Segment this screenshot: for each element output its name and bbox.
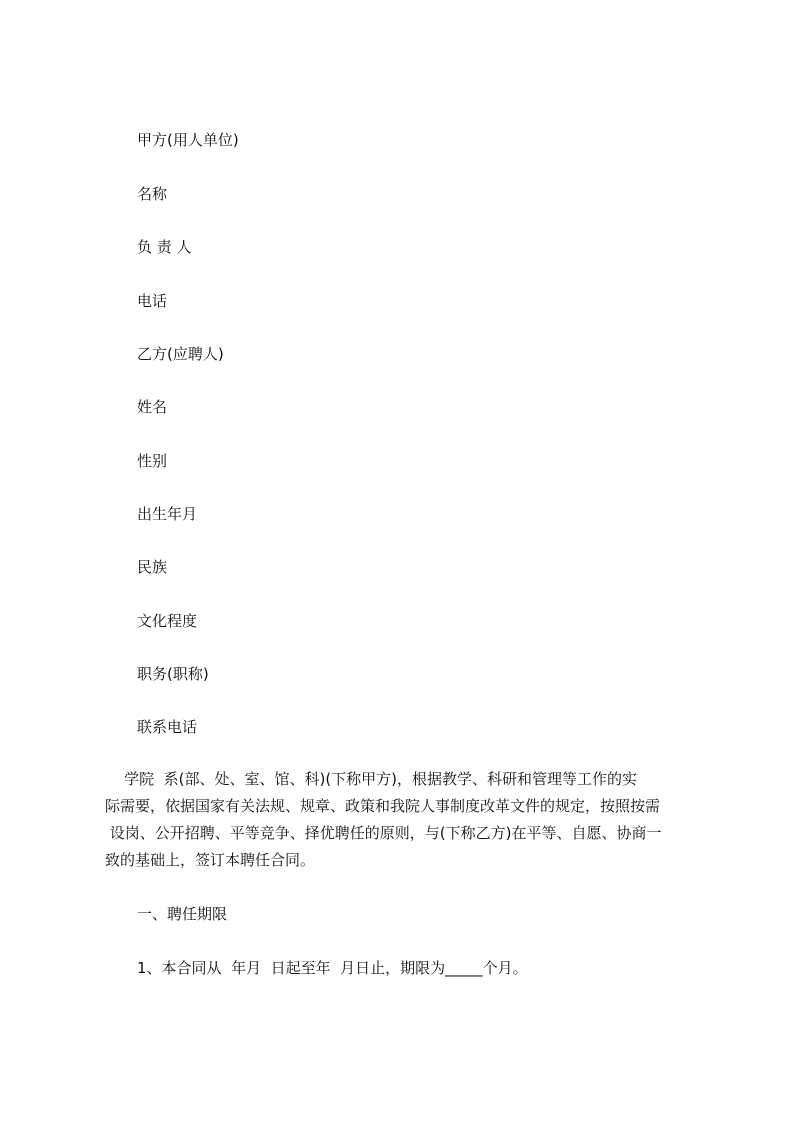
intro-line-3: 设岗、公开招聘、平等竞争、择优聘任的原则，与(下称乙方)在平等、自愿、协商一 [105,824,662,842]
party-a-responsible-label: 负 责 人 [137,238,192,256]
intro-line-2: 际需要，依据国家有关法规、规章、政策和我院人事制度改革文件的规定，按照按需 [105,797,661,815]
party-b-position-label: 职务(职称) [137,665,209,683]
intro-paragraph [105,766,697,874]
party-a-heading: 甲方(用人单位) [137,131,239,149]
party-b-education-label: 文化程度 [137,612,198,630]
party-a-phone-label: 电话 [137,292,168,310]
section-1-clause-1: 1、本合同从 年月 日起至年 月日止，期限为_____个月。 [137,959,528,977]
party-b-contact-label: 联系电话 [137,718,198,736]
party-b-birth-label: 出生年月 [137,505,198,523]
party-a-name-label: 名称 [137,185,168,203]
section-1-heading: 一、聘任期限 [137,905,228,923]
party-b-ethnicity-label: 民族 [137,558,168,576]
intro-line-1: 学院 系(部、处、室、馆、科)(下称甲方)，根据教学、科研和管理等工作的实 [105,770,638,788]
party-b-name-label: 姓名 [137,398,168,416]
party-b-heading: 乙方(应聘人) [137,345,224,363]
party-b-gender-label: 性别 [137,452,168,470]
intro-line-4: 致的基础上，签订本聘任合同。 [105,851,316,869]
